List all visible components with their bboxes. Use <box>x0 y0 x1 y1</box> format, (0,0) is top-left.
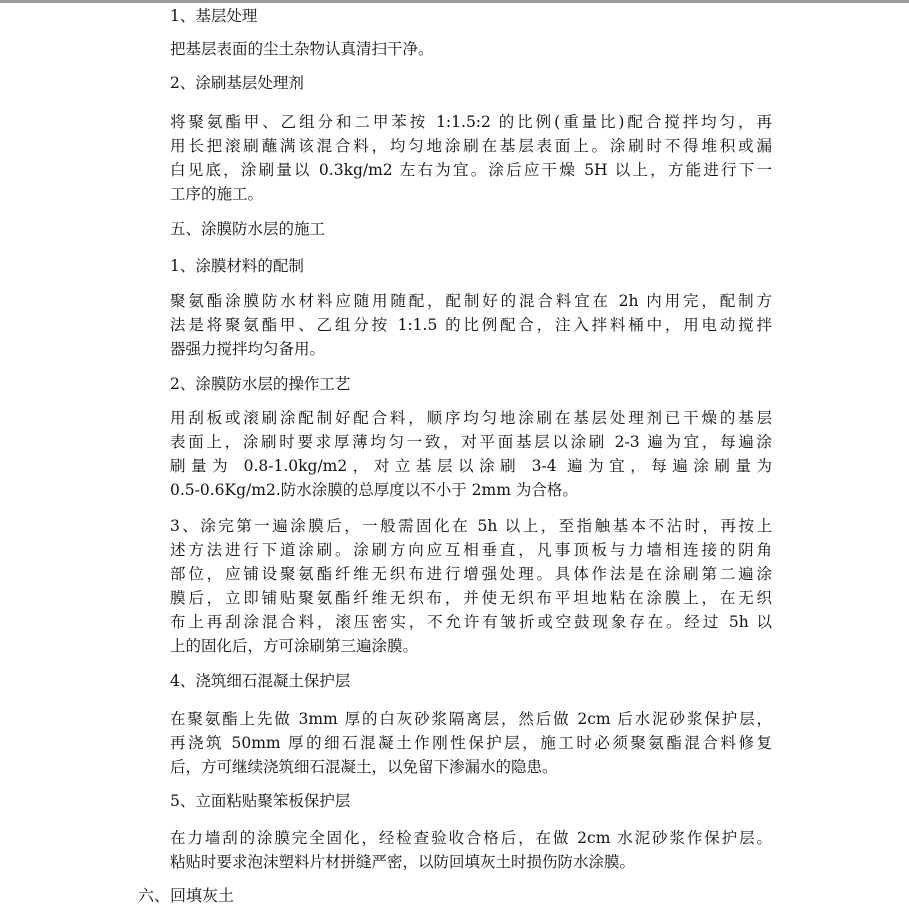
chapter-heading: 六、回填灰土 <box>138 886 235 905</box>
text-line: 上的固化后，方可涂刷第三遍涂膜。 <box>170 637 419 655</box>
text-line: 膜后，立即铺贴聚氨酯纤维无织布，并使无织布平坦地粘在涂膜上，在无织 <box>170 589 772 607</box>
paragraph <box>170 826 772 874</box>
text-line: 再浇筑 50mm 厚的细石混凝土作刚性保护层，施工时必须聚氨酯混合料修复 <box>170 734 772 752</box>
section-heading: 5、立面粘贴聚笨板保护层 <box>170 792 351 810</box>
section-heading: 2、涂刷基层处理剂 <box>170 74 304 92</box>
text-line: 3、涂完第一遍涂膜后，一般需固化在 5h 以上，至指触基本不沾时，再按上 <box>170 517 772 535</box>
page-top-border <box>0 0 909 3</box>
text-line: 0.5-0.6Kg/m2.防水涂膜的总厚度以不小于 2mm 为合格。 <box>170 481 578 499</box>
text-line: 述方法进行下道涂刷。涂刷方向应互相垂直，凡事顶板与力墙相连接的阴角 <box>170 541 772 559</box>
text-line: 白见底，涂刷量以 0.3kg/m2 左右为宜。涂后应干燥 5H 以上，方能进行下一 <box>170 161 772 179</box>
paragraph <box>170 514 772 658</box>
paragraph <box>170 707 772 779</box>
section-heading: 1、涂膜材料的配制 <box>170 257 304 275</box>
text-line: 聚氨酯涂膜防水材料应随用随配，配制好的混合料宜在 2h 内用完，配制方 <box>170 292 772 310</box>
paragraph <box>170 289 772 361</box>
section-heading: 4、浇筑细石混凝土保护层 <box>170 672 351 690</box>
text-line: 后，方可继续浇筑细石混凝土，以免留下渗漏水的隐患。 <box>170 758 558 776</box>
section-heading: 2、涂膜防水层的操作工艺 <box>170 375 351 393</box>
text-line: 在力墙刮的涂膜完全固化，经检查验收合格后，在做 2cm 水泥砂浆作保护层。 <box>170 829 772 847</box>
text-line: 粘贴时要求泡沫塑料片材拼缝严密，以防回填灰土时损伤防水涂膜。 <box>170 853 636 871</box>
text-line: 刷量为 0.8-1.0kg/m2，对立基层以涂刷 3-4 遍为宜，每遍涂刷量为 <box>170 457 772 475</box>
text-line: 布上再刮涂混合料，滚压密实，不允许有皱折或空鼓现象存在。经过 5h 以 <box>170 613 772 631</box>
text-line: 用刮板或滚刷涂配制好配合料，顺序均匀地涂刷在基层处理剂已干燥的基层 <box>170 409 772 427</box>
text-line: 法是将聚氨酯甲、乙组分按 1:1.5 的比例配合，注入拌料桶中，用电动搅拌 <box>170 316 772 334</box>
paragraph <box>170 110 772 206</box>
paragraph <box>170 406 772 502</box>
text-line: 部位，应铺设聚氨酯纤维无织布进行增强处理。具体作法是在涂刷第二遍涂 <box>170 565 772 583</box>
text-line: 将聚氨酯甲、乙组分和二甲苯按 1:1.5:2 的比例(重量比)配合搅拌均匀，再 <box>170 113 772 131</box>
text-line: 器强力搅拌均匀备用。 <box>170 340 326 358</box>
paragraph <box>170 37 772 61</box>
text-line: 在聚氨酯上先做 3mm 厚的白灰砂浆隔离层，然后做 2cm 后水泥砂浆保护层， <box>170 710 772 728</box>
text-line: 用长把滚刷蘸满该混合料，均匀地涂刷在基层表面上。涂刷时不得堆积或漏 <box>170 137 772 155</box>
text-line: 表面上，涂刷时要求厚薄均匀一致，对平面基层以涂刷 2-3 遍为宜，每遍涂 <box>170 433 772 451</box>
chapter-heading: 五、涂膜防水层的施工 <box>170 220 326 238</box>
text-line: 工序的施工。 <box>170 185 264 203</box>
text-line: 把基层表面的尘土杂物认真清扫干净。 <box>170 40 434 58</box>
section-heading: 1、基层处理 <box>170 7 258 25</box>
